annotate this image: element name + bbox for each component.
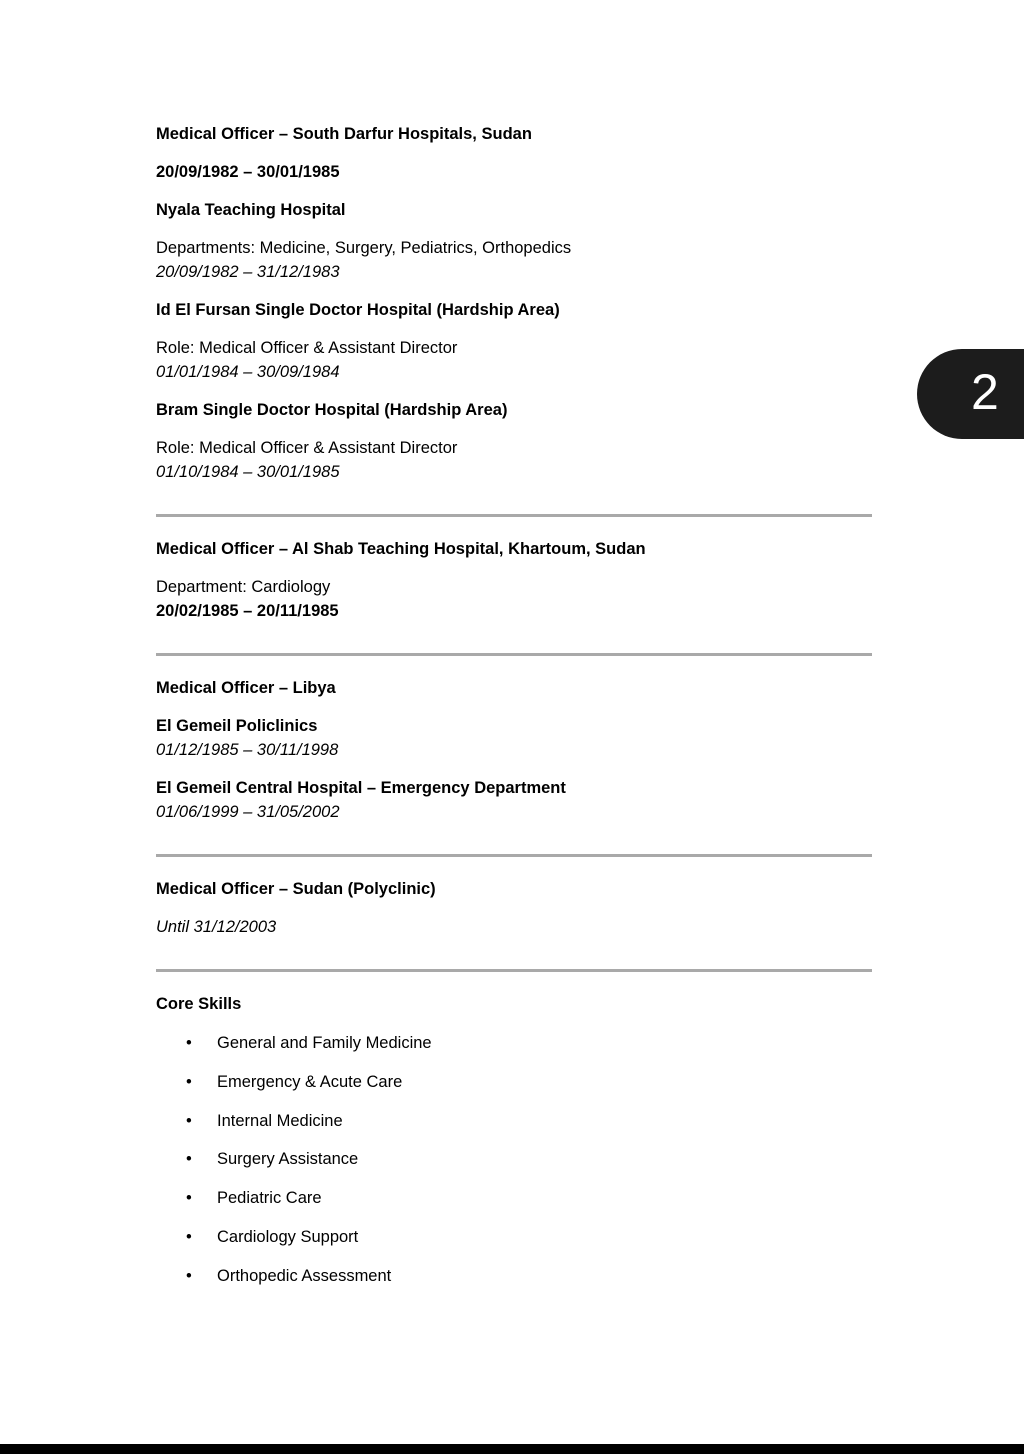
hospital-detail: Role: Medical Officer & Assistant Director bbox=[156, 339, 458, 357]
bullet-icon: • bbox=[186, 1072, 192, 1091]
core-skills-list bbox=[156, 1031, 872, 1288]
section-divider bbox=[156, 854, 872, 857]
bottom-edge-bar bbox=[0, 1444, 1024, 1454]
section-divider bbox=[156, 653, 872, 656]
section-dates: Until 31/12/2003 bbox=[156, 918, 277, 936]
bullet-icon: • bbox=[186, 1111, 192, 1130]
bullet-icon: • bbox=[186, 1150, 192, 1169]
section-title: Medical Officer – South Darfur Hospitals, Sudan bbox=[156, 125, 532, 143]
skill-item bbox=[156, 1070, 872, 1094]
skill-item bbox=[156, 1186, 872, 1210]
skill-label: General and Family Medicine bbox=[217, 1034, 432, 1052]
hospital-detail: Departments: Medicine, Surgery, Pediatrics, Orthopedics bbox=[156, 239, 572, 257]
skill-label: Cardiology Support bbox=[217, 1227, 359, 1246]
hospital-dates: 01/01/1984 – 30/09/1984 bbox=[156, 363, 340, 381]
section-dates: 20/02/1985 – 20/11/1985 bbox=[156, 602, 339, 620]
hospital-dates: 01/12/1985 – 30/11/1998 bbox=[156, 741, 339, 759]
resume-page bbox=[156, 122, 872, 1303]
skill-label: Pediatric Care bbox=[217, 1189, 322, 1208]
section-title: Medical Officer – Libya bbox=[156, 679, 336, 697]
skill-label: Emergency & Acute Care bbox=[217, 1072, 403, 1091]
section-sudan-polyclinic bbox=[156, 877, 872, 939]
section-divider bbox=[156, 514, 872, 517]
hospital-name: El Gemeil Central Hospital – Emergency Department bbox=[156, 779, 566, 797]
skill-label: Internal Medicine bbox=[217, 1111, 343, 1130]
skill-item bbox=[156, 1264, 872, 1288]
skill-item bbox=[156, 1109, 872, 1133]
skill-item bbox=[156, 1147, 872, 1171]
hospital-name: Id El Fursan Single Doctor Hospital (Hardship Area) bbox=[156, 301, 560, 319]
skill-label: Orthopedic Assessment bbox=[217, 1266, 392, 1285]
hospital-dates: 20/09/1982 – 31/12/1983 bbox=[156, 263, 340, 281]
hospital-detail: Role: Medical Officer & Assistant Director bbox=[156, 439, 458, 457]
skill-label: Surgery Assistance bbox=[217, 1150, 359, 1169]
hospital-name: El Gemeil Policlinics bbox=[156, 717, 318, 735]
section-divider bbox=[156, 969, 872, 972]
bullet-icon: • bbox=[186, 1227, 192, 1246]
section-dates: 20/09/1982 – 30/01/1985 bbox=[156, 163, 340, 181]
core-skills-title: Core Skills bbox=[156, 995, 242, 1013]
section-al-shab bbox=[156, 537, 872, 623]
skill-item bbox=[156, 1031, 872, 1055]
section-detail: Department: Cardiology bbox=[156, 578, 331, 596]
section-south-darfur bbox=[156, 122, 872, 484]
bullet-icon: • bbox=[186, 1034, 192, 1052]
section-libya bbox=[156, 676, 872, 824]
hospital-dates: 01/10/1984 – 30/01/1985 bbox=[156, 463, 340, 481]
core-skills-section bbox=[156, 992, 872, 1288]
section-title: Medical Officer – Sudan (Polyclinic) bbox=[156, 880, 436, 898]
bullet-icon: • bbox=[186, 1266, 192, 1285]
page-number-badge bbox=[917, 349, 1024, 439]
section-title: Medical Officer – Al Shab Teaching Hospital, Khartoum, Sudan bbox=[156, 540, 646, 558]
hospital-name: Nyala Teaching Hospital bbox=[156, 201, 346, 219]
skill-item bbox=[156, 1225, 872, 1249]
bullet-icon: • bbox=[186, 1189, 192, 1208]
page-number: 2 bbox=[971, 364, 999, 420]
hospital-dates: 01/06/1999 – 31/05/2002 bbox=[156, 803, 340, 821]
hospital-name: Bram Single Doctor Hospital (Hardship Area) bbox=[156, 401, 508, 419]
